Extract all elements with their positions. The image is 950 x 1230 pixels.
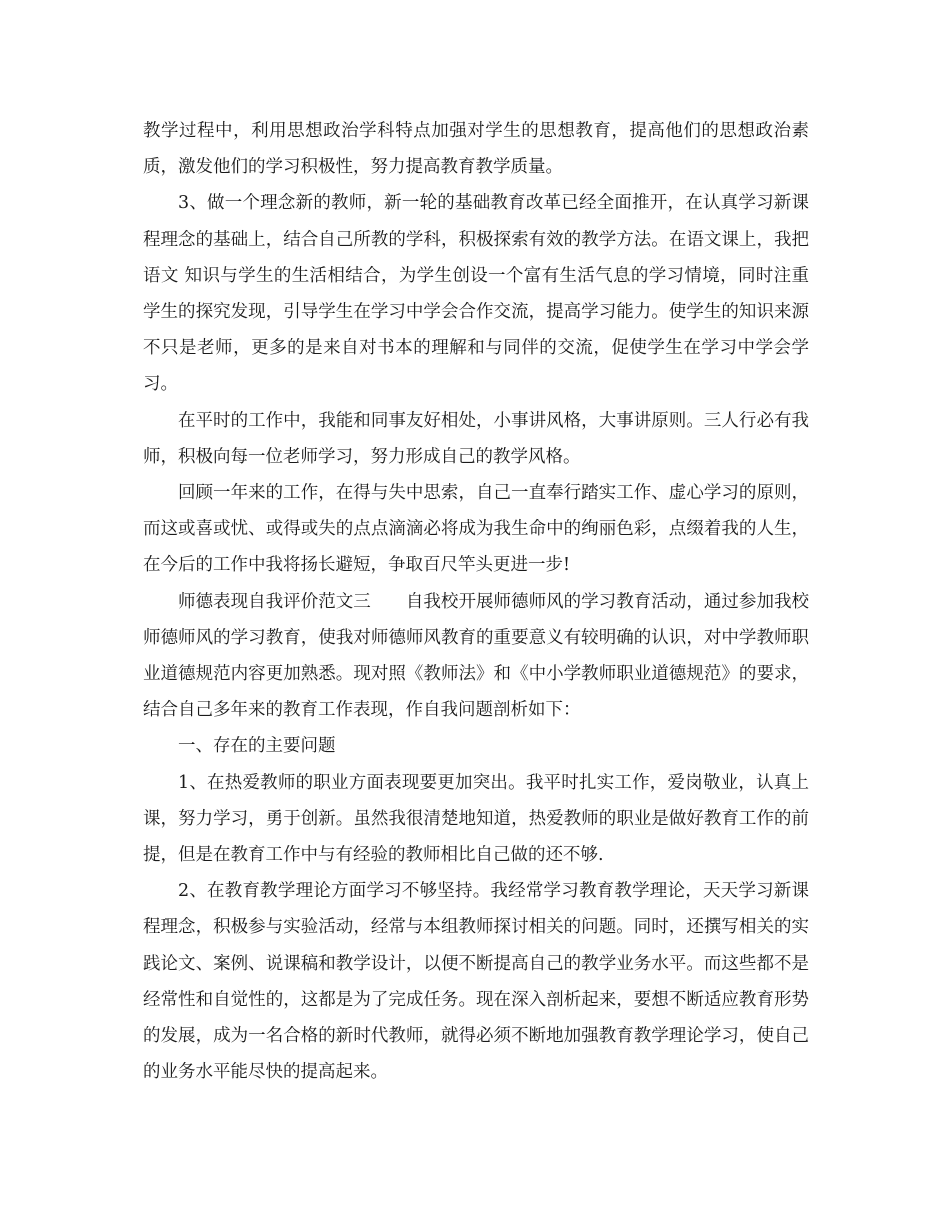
paragraph-problem-1: 1、在热爱教师的职业方面表现要更加突出。我平时扎实工作，爱岗敬业，认真上课，努力学习，勇于创新。虽然我很清楚地知道，热爱教师的职业是做好教育工作的前提，但是在教育工作中与有经验的教师相比自己做的还不够. [143,772,809,866]
paragraph-sample-three: 师德表现自我评价范文三 自我校开展师德师风的学习教育活动，通过参加我校师德师风的学习教育，使我对师德师风教育的重要意义有较明确的认识，对中学教师职业道德规范内容更加熟悉。现对照《教师法》和《中小学教师职业道德规范》的要求，结合自己多年来的教育工作表现，作自我问题剖析如下： [143,591,809,721]
document-body [143,113,809,1090]
paragraph-review: 回顾一年来的工作，在得与失中思索，自己一直奉行踏实工作、虚心学习的原则，而这或喜或忧、或得或失的点点滴滴必将成为我生命中的绚丽色彩，点缀着我的人生，在今后的工作中我将扬长避短，争取百尺竿头更进一步! [143,483,809,576]
paragraph-colleagues: 在平时的工作中，我能和同事友好相处，小事讲风格，大事讲原则。三人行必有我师，积极向每一位老师学习，努力形成自己的教学风格。 [143,410,809,467]
paragraph-continuation: 教学过程中，利用思想政治学科特点加强对学生的思想教育，提高他们的思想政治素质，激发他们的学习积极性，努力提高教育教学质量。 [143,121,809,178]
paragraph-problem-2: 2、在教育教学理论方面学习不够坚持。我经常学习教育教学理论，天天学习新课程理念，积极参与实验活动，经常与本组教师探讨相关的问题。同时，还撰写相关的实践论文、案例、说课稿和教学设计，以便不断提高自己的教学业务水平。而这些都不是经常性和自觉性的，这都是为了完成任务。现在深入剖析起来，要想不断适应教育形势的发展，成为一名合格的新时代教师，就得必须不断地加强教育教学理论学习，使自己的业务水平能尽快的提高起来。 [143,881,809,1083]
section-heading-problems: 一、存在的主要问题 [178,736,336,757]
paragraph-point-3: 3、做一个理念新的教师，新一轮的基础教育改革已经全面推开，在认真学习新课程理念的基础上，结合自己所教的学科，积极探索有效的教学方法。在语文课上，我把语文 知识与学生的生活相结合，为学生创设一个富有生活气息的学习情境，同时注重学生的探究发现，引导学生在学习中学会合作交流，提高学习能力。使学生的知识来源不只是老师，更多的是来自对书本的理解和与同伴的交流，促使学生在学习中学会学习。 [143,193,809,395]
